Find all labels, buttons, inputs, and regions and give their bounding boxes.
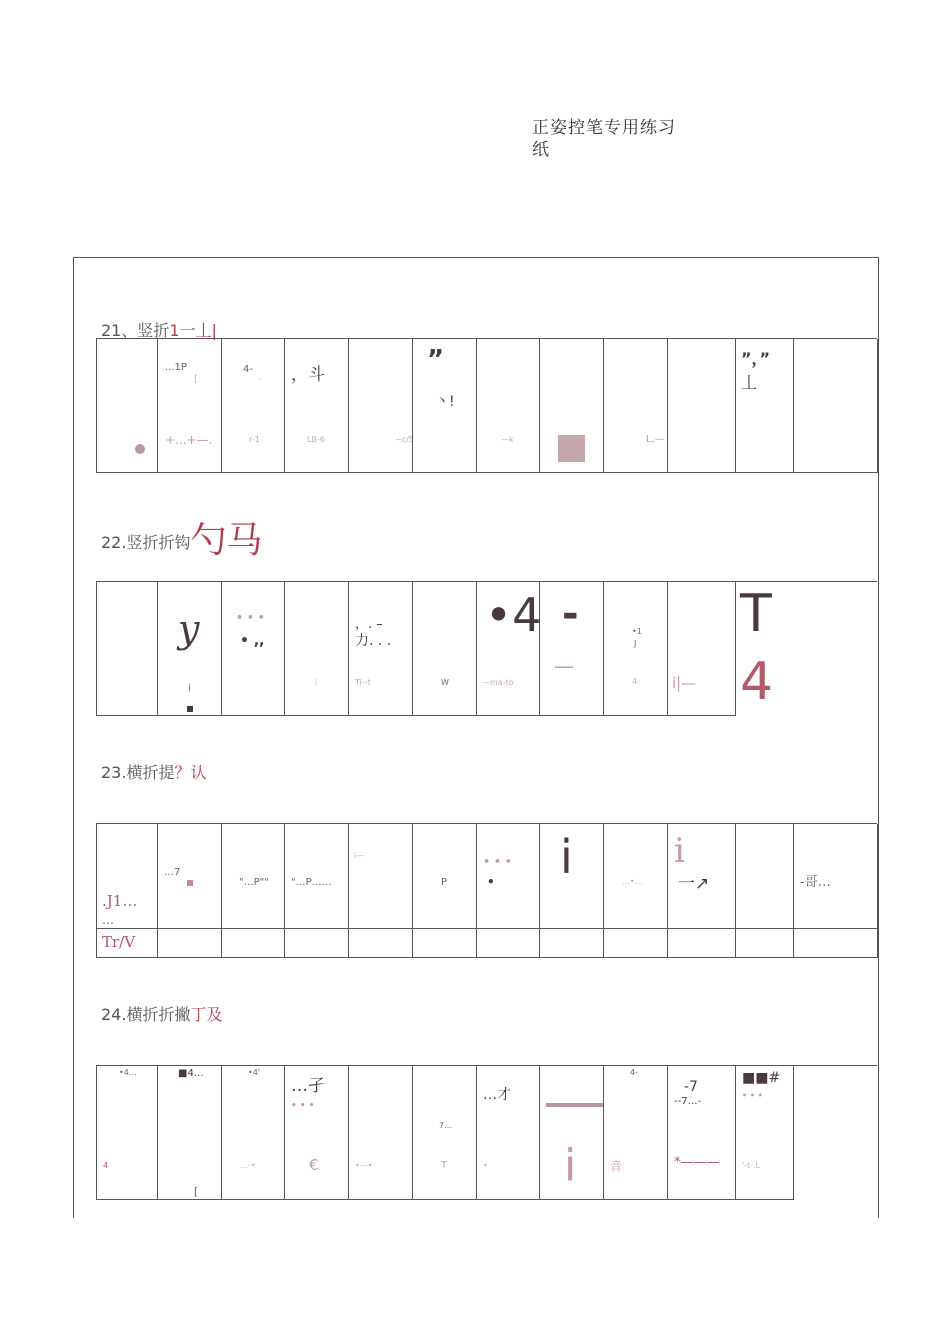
cell-23-10 <box>667 824 736 929</box>
cell-text: …7 <box>164 867 181 878</box>
cell-23b-9 <box>603 928 668 958</box>
cell-24-8 <box>539 1066 604 1200</box>
grid-row-21 <box>96 338 877 473</box>
cell-text: Ti--t <box>355 678 371 687</box>
cell-text: 音 <box>610 1159 623 1173</box>
cell-text: i <box>564 1140 577 1191</box>
cell-text: i <box>674 831 685 871</box>
cell-text: P <box>441 877 448 888</box>
cell-23-3 <box>221 824 285 929</box>
cell-21-7 <box>476 339 540 473</box>
cell-22-1 <box>96 582 158 716</box>
cell-text: •4 <box>485 588 542 642</box>
bar-mark <box>546 1103 604 1107</box>
cell-text: ·· <box>258 375 264 384</box>
section-22-label <box>101 512 262 563</box>
cell-text: …孑 <box>291 1076 325 1096</box>
cell-22-11 <box>735 582 879 715</box>
cell-text: i— <box>354 851 365 860</box>
section-23-text: 23.横折提 <box>101 763 175 782</box>
row-24-baseline <box>96 1199 794 1200</box>
cell-text: W <box>441 678 449 687</box>
cell-text: Tr/V <box>102 933 136 951</box>
section-22-accent: 勺马 <box>190 520 263 561</box>
cell-21-8 <box>539 339 604 473</box>
cell-text: LB-6 <box>307 435 325 444</box>
section-21-text: 21、竖折 <box>101 321 170 340</box>
cell-text: ” <box>427 345 445 375</box>
cell-23b-4 <box>284 928 349 958</box>
dot-mark <box>135 444 145 454</box>
cell-23b-3 <box>221 928 285 958</box>
cell-text: ...1P <box>165 362 187 373</box>
cell-text: …-• <box>240 1161 256 1170</box>
cell-text: ，斗 <box>291 365 325 385</box>
cell-23b-10 <box>667 928 736 958</box>
cell-text: —k <box>501 435 514 444</box>
cell-24-10 <box>667 1066 736 1200</box>
cell-22-4 <box>284 582 349 716</box>
cell-text: ，. – <box>355 617 383 632</box>
cell-24-4 <box>284 1066 349 1200</box>
cell-23b-1 <box>96 928 158 958</box>
cell-24-1 <box>96 1066 158 1200</box>
cell-text: • • • <box>483 855 512 868</box>
cell-text: T <box>441 1160 448 1171</box>
cell-21-1 <box>96 339 158 473</box>
cell-21-10 <box>667 339 736 473</box>
cell-text: J <box>634 639 637 648</box>
cell-21-3 <box>221 339 285 473</box>
section-23-label <box>101 760 206 783</box>
cell-22-5 <box>348 582 413 716</box>
cell-23b-6 <box>412 928 477 958</box>
small-square <box>187 706 193 712</box>
cell-text: 丶! <box>435 394 455 410</box>
cell-text: 4- <box>243 364 253 375</box>
section-23-accent: ？认 <box>174 763 207 782</box>
cell-text: • <box>483 1161 488 1170</box>
cell-text: • • • <box>291 1101 315 1111</box>
cell-24-7 <box>476 1066 540 1200</box>
section-24-label <box>101 1002 222 1025</box>
cell-23-2 <box>157 824 222 929</box>
cell-text: +...+—. <box>165 433 213 447</box>
cell-text: - <box>562 591 579 637</box>
cell-text: *——— <box>674 1155 720 1170</box>
section-24-accent: 丁及 <box>190 1005 223 1024</box>
cell-23-12 <box>793 824 878 929</box>
cell-text: • • • <box>742 1091 763 1100</box>
cell-text: 力. . . <box>355 633 392 649</box>
cell-21-5 <box>348 339 413 473</box>
cell-text: i <box>188 683 191 694</box>
grid-row-22 <box>96 581 877 716</box>
cell-23-11 <box>735 824 794 929</box>
cell-text: € <box>309 1156 319 1174</box>
grid-row-23 <box>96 823 877 958</box>
cell-text: • <box>487 875 495 889</box>
cell-24-3 <box>221 1066 285 1200</box>
cell-23b-2 <box>157 928 222 958</box>
cell-text: ~c/5 <box>395 435 414 444</box>
cell-text: y <box>178 607 200 651</box>
cell-24-11 <box>735 1066 794 1200</box>
page-title: 正姿控笔专用练习纸 <box>532 118 676 160</box>
section-24-text: 24.横折折撇 <box>101 1005 191 1024</box>
cell-text: --7…- <box>674 1096 702 1107</box>
cell-text: "…P"" <box>239 877 269 888</box>
cell-text: [ <box>194 374 198 385</box>
section-22-text: 22.竖折折钩 <box>101 533 191 552</box>
cell-23b-8 <box>539 928 604 958</box>
cell-24-12 <box>793 1066 879 1199</box>
cell-22-8 <box>539 582 604 716</box>
cell-text: i|— <box>672 674 697 692</box>
cell-text: .J1… <box>102 892 138 910</box>
cell-text: ”，” <box>741 349 771 368</box>
filled-square <box>558 435 585 462</box>
row-22-baseline <box>96 715 736 716</box>
cell-text: r-1 <box>249 435 260 444</box>
cell-21-2 <box>157 339 222 473</box>
cell-text: 4- <box>630 1068 638 1077</box>
cell-22-10 <box>667 582 736 716</box>
cell-23-6 <box>412 824 477 929</box>
cell-21-9 <box>603 339 668 473</box>
cell-23-1 <box>96 824 158 929</box>
cell-21-4 <box>284 339 349 473</box>
cell-text: … <box>102 913 114 927</box>
cell-21-12 <box>793 339 878 473</box>
cell-22-7 <box>476 582 540 716</box>
cell-text: ■■# <box>742 1070 781 1086</box>
cell-text: "…P…… <box>291 877 332 888</box>
section-21-accent: 1一丄| <box>169 321 217 340</box>
cell-text: '-t-.L <box>742 1161 761 1170</box>
cell-text: •—• <box>355 1161 373 1170</box>
cell-text: •4' <box>248 1068 261 1077</box>
cell-text: • ,, <box>240 633 265 649</box>
cell-text: -7 <box>684 1079 698 1095</box>
cell-text: 4 <box>632 677 638 686</box>
cell-21-6 <box>412 339 477 473</box>
cell-text: —ma-to <box>482 678 514 687</box>
cell-text: i <box>315 678 318 687</box>
cell-22-2 <box>157 582 222 716</box>
cell-24-6 <box>412 1066 477 1200</box>
cell-23-7 <box>476 824 540 929</box>
cell-23-8 <box>539 824 604 929</box>
cell-23-5 <box>348 824 413 929</box>
cell-text: 丄 <box>741 373 758 392</box>
cell-21-11 <box>735 339 794 473</box>
cell-text: …才 <box>483 1087 511 1103</box>
cell-text: 4 <box>740 652 774 712</box>
cell-22-6 <box>412 582 477 716</box>
cell-text: 7… <box>439 1121 453 1130</box>
cell-text: •1 <box>632 627 642 636</box>
cell-23b-7 <box>476 928 540 958</box>
cell-text: i <box>560 830 573 884</box>
cell-23b-5 <box>348 928 413 958</box>
cell-text: [ <box>194 1185 199 1198</box>
cell-text: …•… <box>622 877 643 886</box>
cell-text: • • • <box>236 611 265 624</box>
cell-text: 一↗ <box>678 874 710 894</box>
cell-text: T <box>740 584 772 644</box>
cell-text: L,— <box>646 434 665 445</box>
cell-22-9 <box>603 582 668 716</box>
small-square <box>187 880 193 886</box>
cell-24-9 <box>603 1066 668 1200</box>
cell-text: •4… <box>119 1068 137 1077</box>
cell-23-4 <box>284 824 349 929</box>
cell-24-2 <box>157 1066 222 1200</box>
cell-23-9 <box>603 824 668 929</box>
cell-text: 4 <box>103 1161 109 1170</box>
cell-24-5 <box>348 1066 413 1200</box>
cell-22-3 <box>221 582 285 716</box>
cell-text: — <box>554 654 574 678</box>
grid-row-24 <box>96 1065 877 1200</box>
cell-text: ■4… <box>178 1068 204 1079</box>
cell-23b-12 <box>793 928 878 958</box>
cell-23b-11 <box>735 928 794 958</box>
cell-text: -哥… <box>800 875 831 890</box>
